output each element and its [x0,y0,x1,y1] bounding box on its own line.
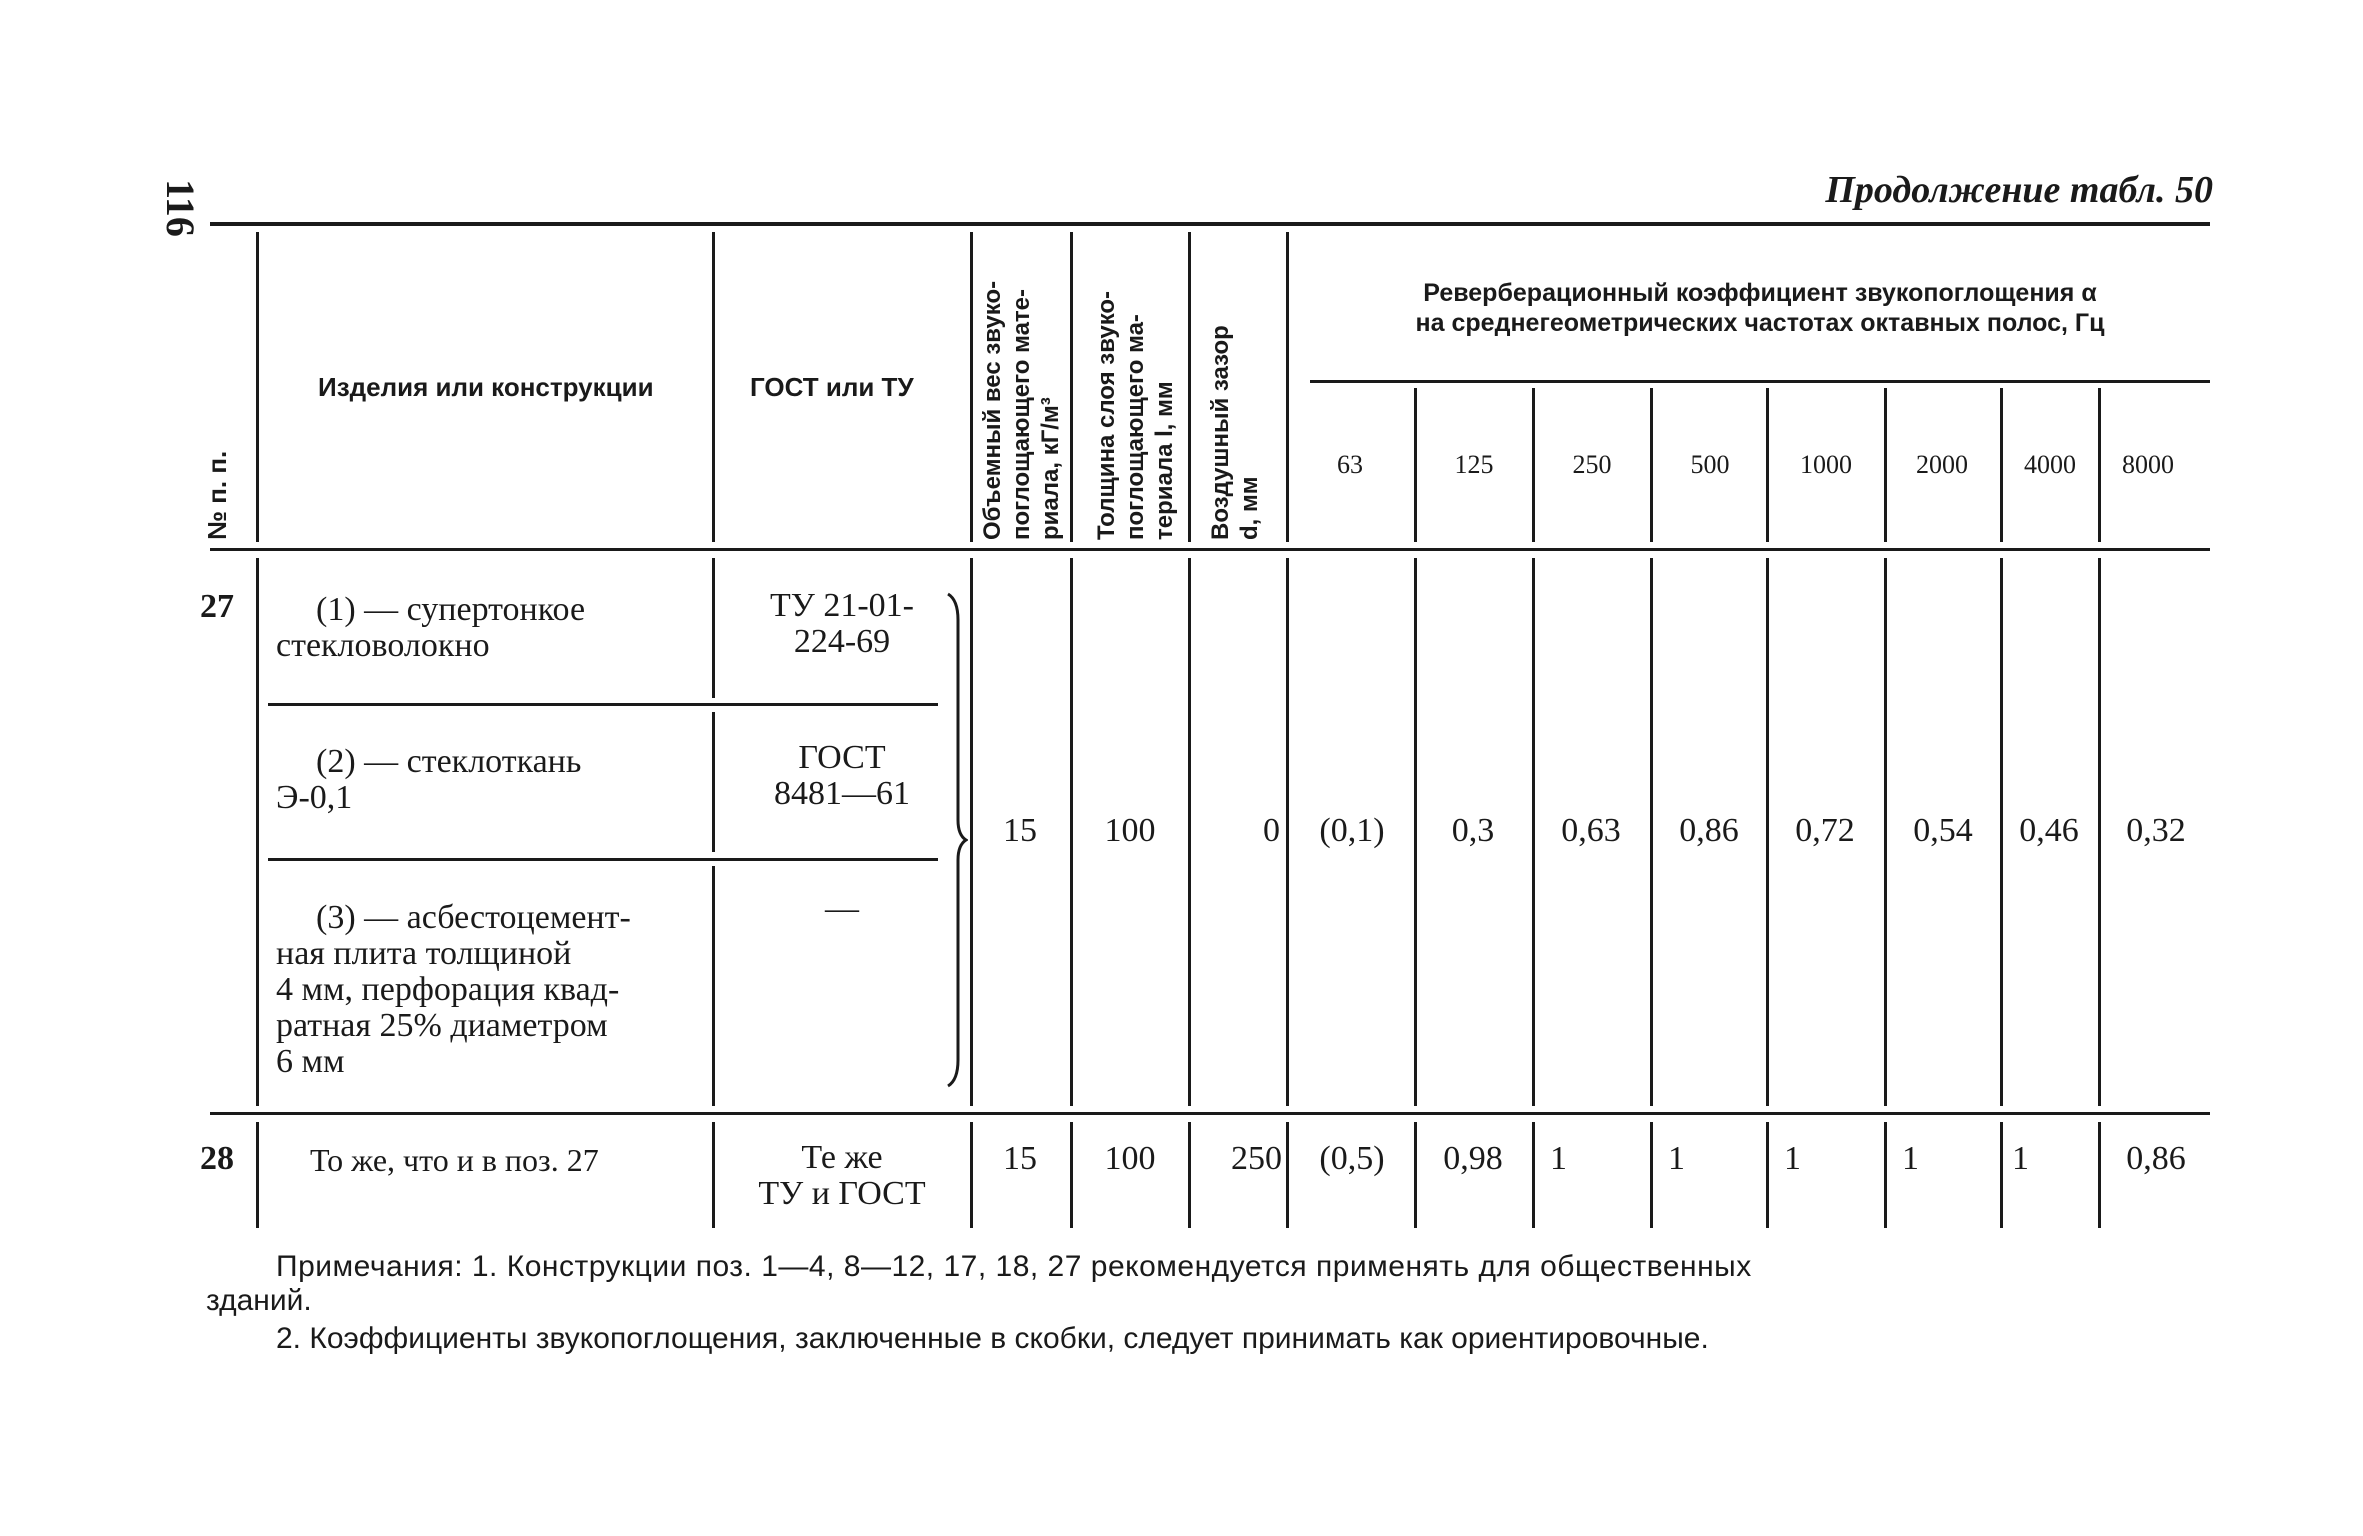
header-gap [1206,325,1264,540]
row27-line-product-2 [712,712,715,852]
row27-line-gap [1286,558,1289,1106]
row27-coef-1000: 0,72 [1795,812,1855,849]
header-coef [1310,278,2210,338]
freq-63: 63 [1337,450,1363,479]
row27-part3-product [276,900,700,1080]
row27-part1-gost-line-2: 224-69 [793,623,891,660]
col-line-f2000 [1884,388,1887,542]
row28-line-weight [1070,1122,1073,1228]
row27-coef-8000: 0,32 [2126,812,2186,849]
freq-125: 125 [1454,450,1494,479]
row28-line-num [256,1122,259,1228]
row28-weight: 15 [1003,1140,1037,1177]
row28-coef-1000: 1 [1784,1140,1801,1177]
freq-8000: 8000 [2122,450,2174,479]
row27-part3-gost: — [825,890,859,927]
row28-line-f4000 [2000,1122,2003,1228]
row27-weight: 15 [1003,812,1037,849]
header-weight-line-2: поглощающего мате- [1008,288,1035,540]
header-gost: ГОСТ или ТУ [750,372,914,402]
row28-line-f8000 [2098,1122,2101,1228]
brace-shape [944,590,968,1090]
row27-thickness: 100 [1104,812,1156,849]
table-caption: Продолжение табл. 50 [1825,169,2213,211]
col-line-thickness [1188,232,1191,542]
header-thickness-line-2: поглощающего ма- [1122,314,1149,540]
note-1: Примечания: 1. Конструкции поз. 1—4, 8—12, 17, 18, 27 рекомендуется применять для общественных [276,1250,1752,1283]
page-number: 116 [158,179,203,237]
freq-1000: 1000 [1800,450,1852,479]
row27-split-1 [268,703,938,706]
row27-part1-gost [722,588,962,660]
row27-coef-250: 0,63 [1561,812,1621,849]
header-num: № п. п. [202,450,232,540]
row27-part2-gost [722,740,962,812]
col-line-f4000 [2000,388,2003,542]
row27-part3-product-line-4: ратная 25% диаметром [276,1007,608,1044]
row28-coef-250: 1 [1550,1140,1567,1177]
top-rule [210,222,2210,226]
row28-line-product [712,1122,715,1228]
row27-line-f500 [1650,558,1653,1106]
row27-coef-63: (0,1) [1319,812,1385,849]
header-bottom-rule [210,548,2210,551]
freq-250: 250 [1572,450,1612,479]
row27-gap: 0 [1263,812,1280,849]
row27-part2-product [276,744,581,816]
row27-line-f250 [1532,558,1535,1106]
row28-line-f2000 [1884,1122,1887,1228]
col-line-gap [1286,232,1289,542]
row27-num: 27 [200,588,234,625]
row27-part2-product-line-1: (2) — стеклоткань [316,743,582,780]
row27-line-product-3 [712,866,715,1106]
col-line-weight [1070,232,1073,542]
row28-coef-63: (0,5) [1319,1140,1385,1177]
row27-line-f8000 [2098,558,2101,1106]
col-line-f125 [1414,388,1417,542]
row27-part2-product-line-2: Э-0,1 [276,779,353,816]
row27-line-f1000 [1766,558,1769,1106]
col-line-f500 [1650,388,1653,542]
row28-coef-2000: 1 [1902,1140,1919,1177]
col-line-f250 [1532,388,1535,542]
row28-coef-8000: 0,86 [2126,1140,2186,1177]
header-gap-line-2: d, мм [1236,476,1263,540]
col-line-product [712,232,715,542]
row28-line-gap [1286,1122,1289,1228]
row27-part3-product-line-2: ная плита толщиной [276,935,572,972]
header-product: Изделия или конструкции [318,372,654,402]
col-line-f8000 [2098,388,2101,542]
row27-part2-gost-line-1: ГОСТ [798,739,886,776]
note-2: 2. Коэффициенты звукопоглощения, заключенные в скобки, следует принимать как ориентировочные. [276,1322,1709,1355]
row28-gost [722,1140,962,1212]
row27-line-gost [970,558,973,1106]
row27-coef-2000: 0,54 [1913,812,1973,849]
row28-line-f1000 [1766,1122,1769,1228]
row28-coef-4000: 1 [2012,1140,2029,1177]
note-1-cont: зданий. [206,1284,312,1317]
row27-line-f2000 [1884,558,1887,1106]
col-line-gost [970,232,973,542]
header-weight-line-3: риала, кГ/м³ [1037,397,1064,540]
header-weight-line-1: Объемный вес звуко- [979,280,1006,540]
col-line-f1000 [1766,388,1769,542]
row28-gost-line-2: ТУ и ГОСТ [758,1175,926,1212]
row27-coef-500: 0,86 [1679,812,1739,849]
row27-bottom-rule [210,1112,2210,1115]
row28-line-f125 [1414,1122,1417,1228]
freq-rule [1310,380,2210,383]
row28-gost-line-1: Те же [801,1139,883,1176]
row27-split-2 [268,858,938,861]
row27-coef-4000: 0,46 [2019,812,2079,849]
row27-part1-product-line-1: (1) — супертонкое [316,591,586,628]
header-weight [978,281,1065,540]
row28-product: То же, что и в поз. 27 [310,1142,599,1178]
row27-part1-gost-line-1: ТУ 21-01- [770,587,914,624]
row28-coef-125: 0,98 [1443,1140,1503,1177]
row28-thickness: 100 [1104,1140,1156,1177]
row28-coef-500: 1 [1668,1140,1685,1177]
row28-line-f500 [1650,1122,1653,1228]
row28-line-gost [970,1122,973,1228]
freq-500: 500 [1690,450,1730,479]
header-gap-line-1: Воздушный зазор [1207,325,1234,540]
row27-part3-product-line-1: (3) — асбестоцемент- [316,899,631,936]
row27-line-product [712,558,715,698]
header-coef-line-1: Реверберационный коэффициент звукопоглощения α [1423,279,2097,307]
row27-part1-product-line-2: стекловолокно [276,627,490,664]
header-thickness [1092,291,1179,540]
row27-coef-125: 0,3 [1451,812,1495,849]
row27-part2-gost-line-2: 8481—61 [774,775,910,812]
row28-num: 28 [200,1140,234,1177]
header-coef-line-2: на среднегеометрических частотах октавных полос, Гц [1415,309,2105,337]
row28-line-f250 [1532,1122,1535,1228]
header-thickness-line-3: териала l, мм [1151,381,1178,540]
freq-4000: 4000 [2024,450,2076,479]
row27-line-num [256,558,259,1106]
freq-2000: 2000 [1916,450,1968,479]
row27-part3-product-line-5: 6 мм [276,1043,345,1080]
row27-part1-product [276,592,585,664]
row27-brace [944,590,968,1090]
row28-gap: 250 [1231,1140,1282,1177]
row27-line-f125 [1414,558,1417,1106]
row27-part3-product-line-3: 4 мм, перфорация квад- [276,971,620,1008]
col-line-num [256,232,259,542]
header-thickness-line-1: Толщина слоя звуко- [1093,290,1120,540]
row27-line-weight [1070,558,1073,1106]
